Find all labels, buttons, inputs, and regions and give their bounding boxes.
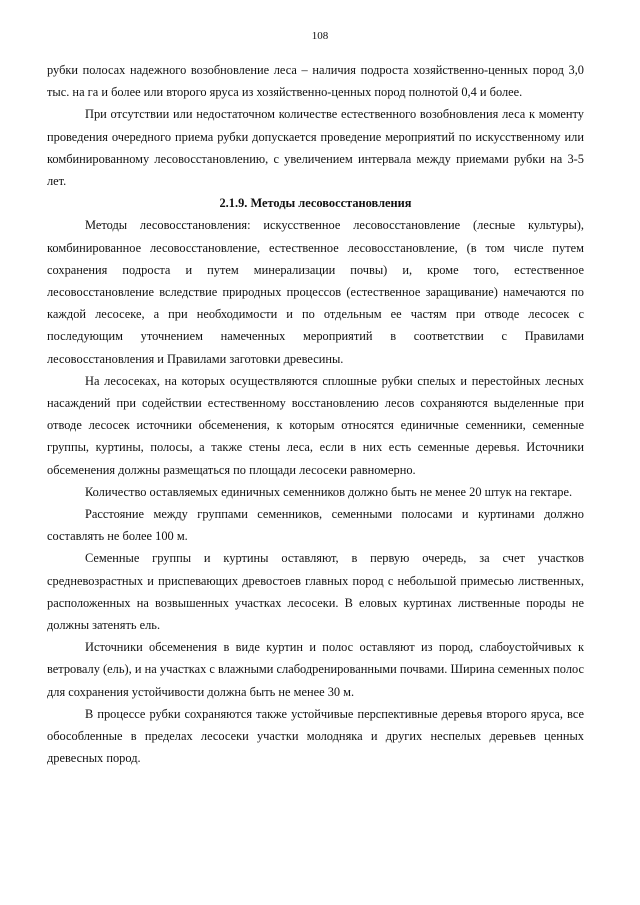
paragraph-reforestation-methods: Методы лесовосстановления: искусственное лесовосстановление (лесные культуры), комбинированное лесовосстановление, естественное лесовосстановление, (в том числе путем сохранения подроста и путем минерализации почвы) и, кроме того, естественное лесовосстановление вследствие природных процессов (естественное заращивание) намечаются по каждой лесосеке, а при необходимости и по отдельным ее частям при отводе лесосек с последующим уточнением намеченных мероприятий в соответствии с Правилами лесовосстановления и Правилами заготовки древесины. bbox=[47, 218, 584, 366]
page-body bbox=[47, 59, 584, 770]
paragraph-seed-groups: Семенные группы и куртины оставляют, в первую очередь, за счет участков средневозрастных и приспевающих древостоев главных пород с небольшой примесью лиственных, расположенных на возвышенных участках лесосеки. В еловых куртинах лиственные породы не должны затенять ель. bbox=[47, 551, 584, 633]
paragraph-seed-sources: На лесосеках, на которых осуществляются сплошные рубки спелых и перестойных лесных насаждений при содействии естественному восстановлению лесов сохраняются выделенные при отводе лесосек источники обсеменения, к которым относятся единичные семенники, семенные группы, куртины, полосы, а также стены леса, если в них есть семенные деревья. Источники обсеменения должны размещаться по площади лесосеки равномерно. bbox=[47, 373, 584, 477]
page-number: 108 bbox=[311, 30, 329, 42]
paragraph-reforestation-interval: При отсутствии или недостаточном количестве естественного возобновления леса к моменту проведения очередного приема рубки допускается проведение мероприятий по искусственному или комбинированному лесовосстановлению, с увеличением интервала между приемами рубки на 3-5 лет. bbox=[47, 107, 584, 189]
section-heading: 2.1.9. Методы лесовосстановления bbox=[219, 196, 412, 211]
paragraph-seed-tree-count: Количество оставляемых единичных семенников должно быть не менее 20 штук на гектаре. bbox=[85, 484, 573, 499]
paragraph-continuation: рубки полосах надежного возобновление леса – наличия подроста хозяйственно-ценных пород 3,0 тыс. на га и более или второго яруса из хозяйственно-ценных пород полнотой 0,4 и более. bbox=[47, 63, 584, 100]
paragraph-seed-group-distance: Расстояние между группами семенников, семенными полосами и куртинами должно составлять не более 100 м. bbox=[47, 507, 584, 544]
paragraph-seed-strips: Источники обсеменения в виде куртин и полос оставляют из пород, слабоустойчивых к ветровалу (ель), и на участках с влажными слабодренированными почвами. Ширина семенных полос для сохранения устойчивости должна быть не менее 30 м. bbox=[47, 640, 584, 699]
paragraph-second-tier: В процессе рубки сохраняются также устойчивые перспективные деревья второго яруса, все обособленные в пределах лесосеки участки молодняка и других неспелых деревьев ценных древесных пород. bbox=[47, 706, 584, 766]
